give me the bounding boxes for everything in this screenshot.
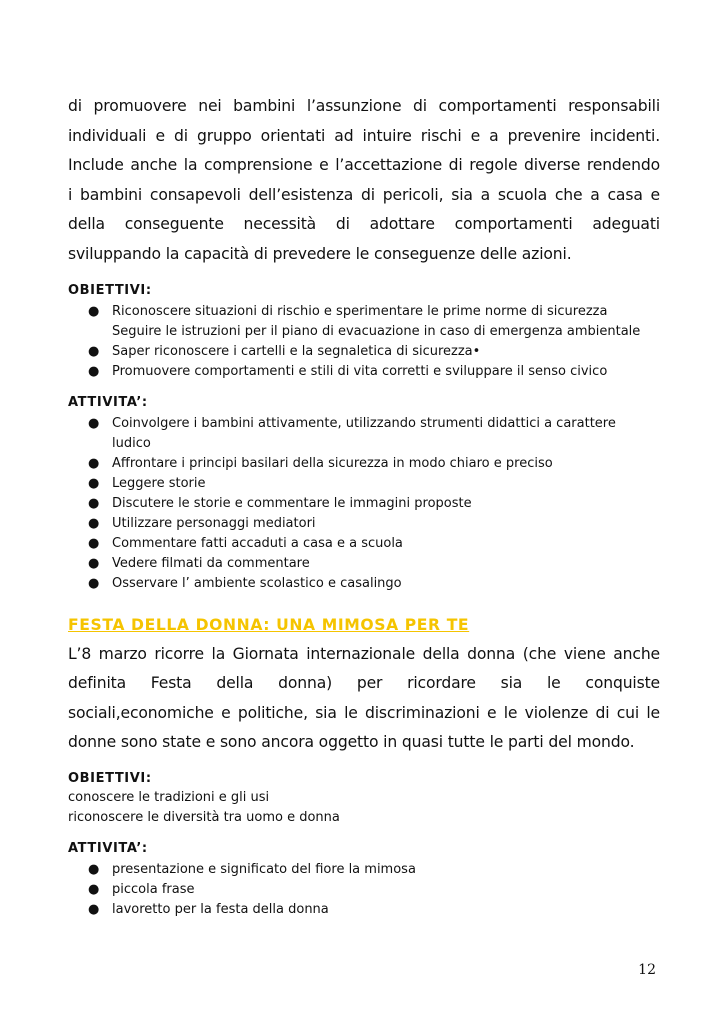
list-item-text: Utilizzare personaggi mediatori [112,515,316,531]
objective-text: conoscere le tradizioni e gli usi [68,789,270,805]
bullet-icon: ● [88,515,100,531]
bullet-icon: ● [88,343,100,359]
list-item [68,534,660,554]
bullet-icon: ● [88,475,100,491]
list-item-text: Riconoscere situazioni di rischio e sperimentare le prime norme di sicurezza [112,303,608,319]
list-item-text: Leggere storie [112,475,206,491]
list-item [68,574,660,594]
list-item [68,880,660,900]
list-item-text: Coinvolgere i bambini attivamente, utilizzando strumenti didattici a carattere [112,415,616,431]
list-item [68,860,660,880]
objective-text: riconoscere le diversità tra uomo e donna [68,809,340,825]
list-item-text: Affrontare i principi basilari della sicurezza in modo chiaro e preciso [112,455,553,471]
body-line: donne sono state e sono ancora oggetto in quasi tutte le parti del mondo. [68,733,635,752]
intro-paragraph [68,92,660,270]
bullet-icon: ● [88,495,100,511]
bullet-icon: ● [88,901,100,917]
list-item-text: Discutere le storie e commentare le immagini proposte [112,495,472,511]
intro-line: di promuovere nei bambini l’assunzione di comportamenti responsabili [68,97,660,115]
intro-line: Include anche la comprensione e l’accettazione di regole diverse rendendo [68,156,660,175]
list-item-text: Osservare l’ ambiente scolastico e casalingo [112,575,402,591]
list-item [68,302,660,342]
bullet-icon: ● [88,455,100,471]
activities-heading: ATTIVITA’: [68,394,148,410]
bullet-icon: ● [88,363,100,379]
intro-line: i bambini consapevoli dell’esistenza di pericoli, sia a scuola che a casa e [68,185,660,204]
list-item-text: Commentare fatti accaduti a casa e a scuola [112,535,403,551]
list-item-text: Vedere filmati da commentare [112,555,310,571]
activities-list [68,860,660,920]
list-item [68,514,660,534]
body-line: sociali,economiche e politiche, sia le discriminazioni e le violenze di cui le [68,703,660,722]
list-item-text: lavoretto per la festa della donna [112,901,329,917]
list-item-text: presentazione e significato del fiore la mimosa [112,861,416,877]
list-item [68,494,660,514]
list-item [68,342,660,362]
list-item [68,454,660,474]
body-line: definita Festa della donna) per ricordare sia le conquiste [68,674,660,693]
list-item-text: Promuovere comportamenti e stili di vita corretti e sviluppare il senso civico [112,363,608,379]
bullet-icon: ● [88,303,100,319]
section-title: FESTA DELLA DONNA: UNA MIMOSA PER TE [68,615,470,634]
festa-paragraph [68,640,660,758]
bullet-icon: ● [88,861,100,877]
page-number: 12 [638,962,656,978]
list-item-text: piccola frase [112,881,195,897]
list-item [68,474,660,494]
objectives-heading: OBIETTIVI: [68,282,152,298]
bullet-icon: ● [88,555,100,571]
list-item-continuation: Seguire le istruzioni per il piano di evacuazione in caso di emergenza ambientale [112,323,641,339]
objectives-list [68,302,660,382]
bullet-icon: ● [88,575,100,591]
list-item [68,554,660,574]
intro-line: individuali e di gruppo orientati ad intuire rischi e a prevenire incidenti. [68,126,660,145]
intro-line: sviluppando la capacità di prevedere le conseguenze delle azioni. [68,244,572,263]
body-line: L’8 marzo ricorre la Giornata internazionale della donna (che viene anche [68,644,660,663]
list-item [68,900,660,920]
intro-line: della conseguente necessità di adottare comportamenti adeguati [68,215,660,234]
bullet-icon: ● [88,415,100,431]
objectives-heading: OBIETTIVI: [68,770,152,786]
bullet-icon: ● [88,535,100,551]
list-item [68,362,660,382]
activities-list [68,414,660,594]
document-page [68,92,660,920]
list-item-text: Saper riconoscere i cartelli e la segnaletica di sicurezza• [112,343,481,359]
list-item [68,414,660,454]
activities-heading: ATTIVITA’: [68,840,148,856]
list-item-continuation: ludico [112,435,151,451]
bullet-icon: ● [88,881,100,897]
